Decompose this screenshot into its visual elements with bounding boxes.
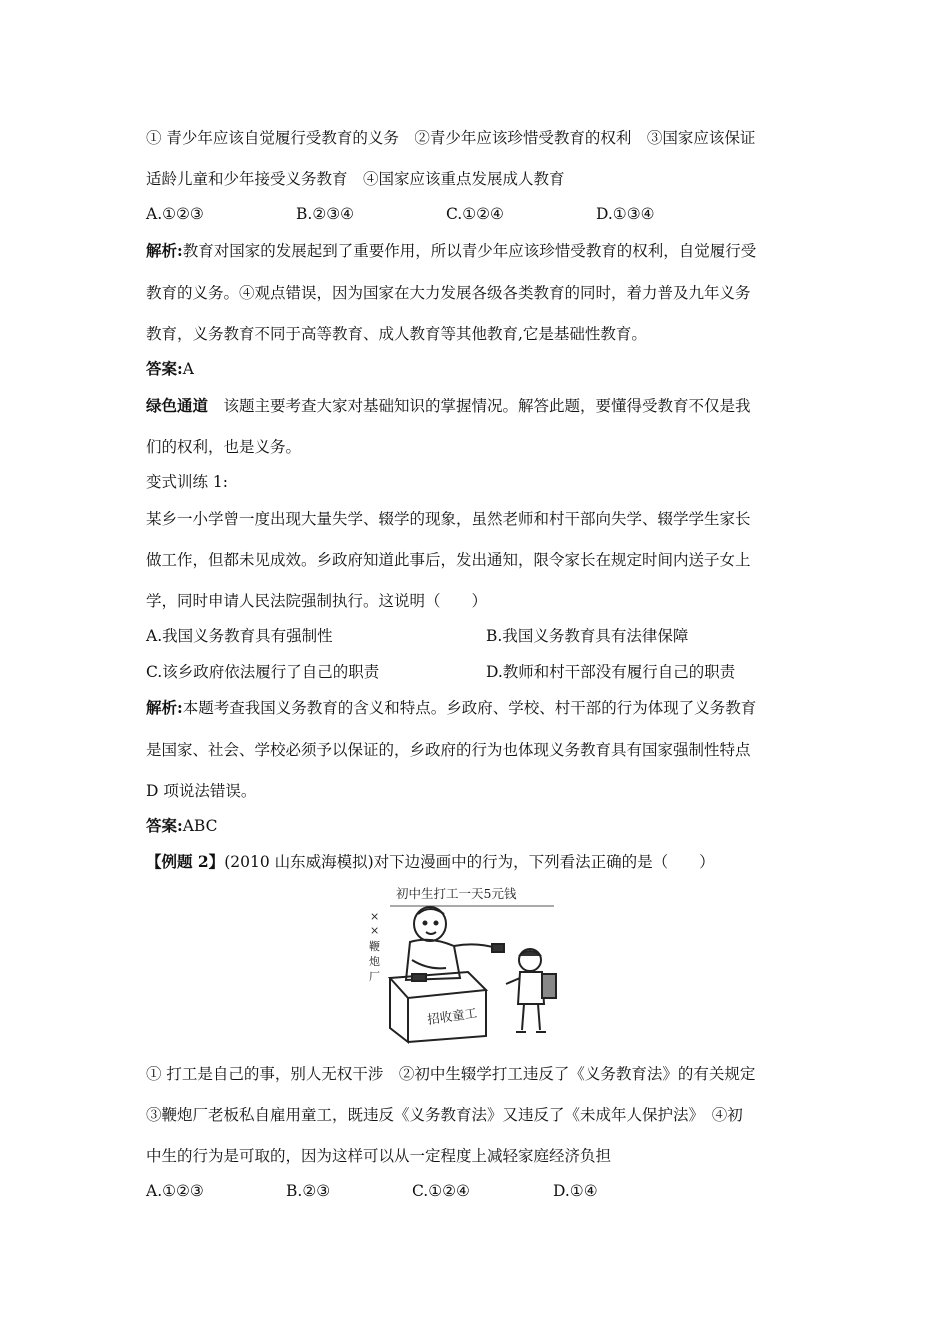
green-channel-label: 绿色通道	[146, 396, 209, 415]
variant-analysis-line-2: 是国家、社会、学校必须予以保证的，乡政府的行为也体现义务教育具有国家强制性特点	[146, 741, 751, 759]
example2-statement-line-2: ③鞭炮厂老板私自雇用童工，既违反《义务教育法》又违反了《未成年人保护法》 ④初	[146, 1106, 743, 1124]
q1-answer-label: 答案:	[146, 359, 183, 378]
q1-option-d: D.①③④	[596, 205, 655, 223]
q1-analysis-line-2: 教育的义务。④观点错误，因为国家在大力发展各级各类教育的同时，着力普及九年义务	[146, 284, 751, 302]
example2-statement-line-1: ① 打工是自己的事，别人无权干涉 ②初中生辍学打工违反了《义务教育法》的有关规定	[146, 1065, 756, 1083]
variant-question-line-3: 学，同时申请人民法院强制执行。这说明（ ）	[146, 592, 488, 610]
q1-analysis-line-3: 教育，义务教育不同于高等教育、成人教育等其他教育,它是基础性教育。	[146, 325, 647, 343]
example2-option-c: C.①②④	[412, 1182, 470, 1200]
child-labor-cartoon	[368, 880, 578, 1048]
svg-text:厂: 厂	[369, 970, 380, 983]
schoolboy-figure	[506, 949, 556, 1032]
cartoon-caption: 初中生打工一天5元钱	[396, 886, 517, 901]
svg-text:×: ×	[370, 924, 380, 937]
firecracker-factory-sign	[369, 910, 380, 983]
q1-statement-line-1: ① 青少年应该自觉履行受教育的义务 ②青少年应该珍惜受教育的权利 ③国家应该保证	[146, 129, 756, 147]
green-channel-text: 该题主要考查大家对基础知识的掌握情况。解答此题，要懂得受教育不仅是我	[208, 397, 751, 415]
q1-statement-line-2: 适龄儿童和少年接受义务教育 ④国家应该重点发展成人教育	[146, 170, 565, 188]
variant-answer-value: ABC	[182, 817, 218, 835]
variant-option-c: C.该乡政府依法履行了自己的职责	[146, 663, 380, 681]
example2-option-a: A.①②③	[146, 1182, 204, 1200]
example2-question	[146, 852, 715, 872]
q1-option-a: A.①②③	[146, 205, 204, 223]
variant-answer-label: 答案:	[146, 816, 183, 835]
variant-question-line-1: 某乡一小学曾一度出现大量失学、辍学的现象，虽然老师和村干部向失学、辍学学生家长	[146, 510, 751, 528]
example2-tag: 【例题 2】	[146, 852, 225, 871]
svg-text:鞭: 鞭	[369, 940, 380, 953]
variant-answer	[146, 816, 217, 836]
example2-option-b: B.②③	[286, 1182, 331, 1200]
variant-title: 变式训练 1:	[146, 473, 229, 491]
variant-analysis-line-1	[146, 698, 756, 718]
svg-text:炮: 炮	[369, 955, 380, 968]
factory-boss-figure	[406, 907, 504, 980]
variant-analysis-text: 本题考查我国义务教育的含义和特点。乡政府、学校、村干部的行为体现了义务教育	[182, 699, 757, 717]
q1-analysis-line-1	[146, 241, 756, 261]
q1-option-b: B.②③④	[296, 205, 355, 223]
example2-statement-line-3: 中生的行为是可取的，因为这样可以从一定程度上减轻家庭经济负担	[146, 1147, 612, 1165]
variant-option-d: D.教师和村干部没有履行自己的职责	[486, 663, 736, 681]
variant-analysis-line-3: D 项说法错误。	[146, 782, 257, 800]
q1-green-channel-line-1	[146, 396, 751, 416]
variant-option-a: A.我国义务教育具有强制性	[146, 627, 333, 645]
q1-analysis-label: 解析:	[146, 241, 183, 260]
svg-text:×: ×	[370, 910, 380, 923]
variant-analysis-label: 解析:	[146, 698, 183, 717]
variant-question-line-2: 做工作，但都未见成效。乡政府知道此事后，发出通知，限令家长在规定时间内送子女上	[146, 551, 751, 569]
desk-sign-text: 招收童工	[426, 1005, 478, 1027]
q1-answer-value: A	[182, 360, 194, 378]
q1-green-channel-line-2: 们的权利，也是义务。	[146, 438, 302, 456]
q1-answer	[146, 359, 194, 379]
variant-option-b: B.我国义务教育具有法律保障	[486, 627, 689, 645]
example2-option-d: D.①④	[553, 1182, 598, 1200]
q1-analysis-text: 教育对国家的发展起到了重要作用，所以青少年应该珍惜受教育的权利，自觉履行受	[182, 242, 757, 260]
example2-question-text: (2010 山东威海模拟)对下边漫画中的行为，下列看法正确的是（ ）	[224, 853, 715, 871]
q1-option-c: C.①②④	[446, 205, 504, 223]
